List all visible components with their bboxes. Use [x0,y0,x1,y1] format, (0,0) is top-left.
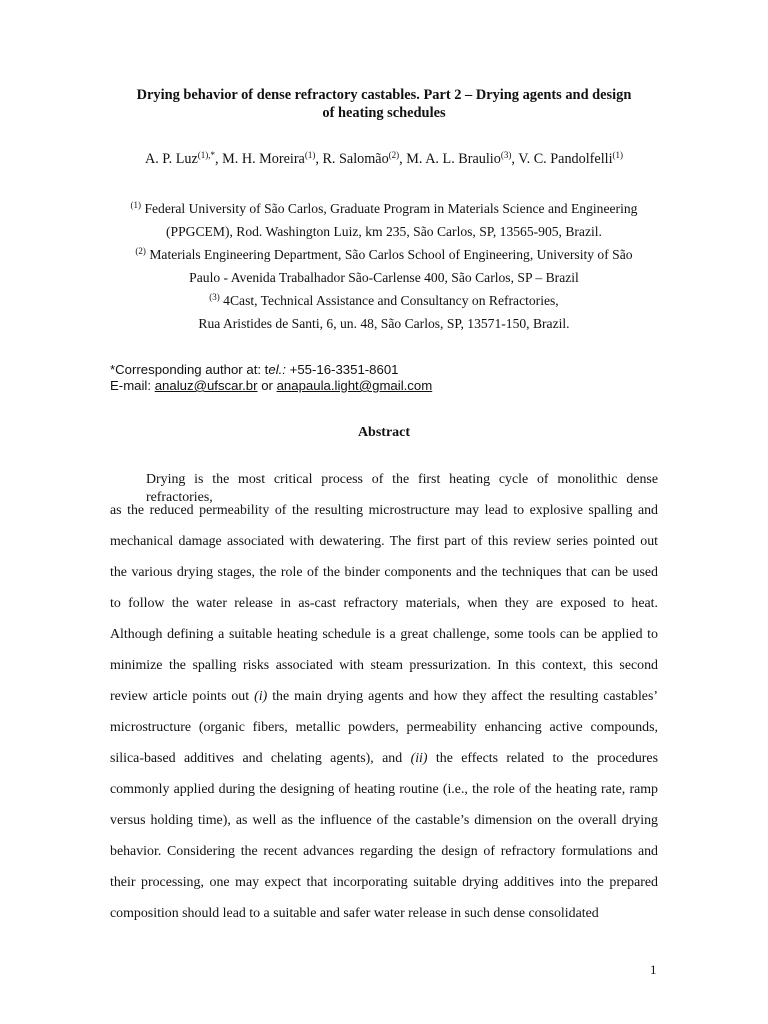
author-affiliation-marker: (1) [304,150,316,160]
abstract-line: Drying is the most critical process of the first heating cycle of monolithic dense refractories, [146,472,658,505]
affiliation-marker: (1) [130,200,142,210]
abstract-line: composition should lead to a suitable and safer water release in such dense consolidated [110,906,599,921]
affiliation-1-line-1: $^{(1)}$ Federal University of São Carlos, Graduate Program in Materials Science and Engineering [130,200,638,216]
affiliation-marker: (2) [135,246,146,256]
author-affiliation-marker: (2) [388,150,400,160]
affiliation-marker: (3) [209,292,220,302]
abstract-line: versus holding time), as well as the influence of the castable’s dimension on the overall drying [110,813,658,828]
author-name: M. A. L. Braulio [406,151,501,167]
abstract-line: review article points out (i) the main drying agents and how they affect the resulting castables’ [110,689,658,704]
author-affiliation-marker: (1) [612,150,624,160]
abstract-line: to follow the water release in as-cast refractory materials, when they are exposed to heat. [110,596,658,611]
phone-number: +55-16-3351-8601 [289,362,399,377]
author-affiliation-marker: (1),* [197,150,216,160]
abstract-line: minimize the spalling risks associated with steam pressurization. In this context, this second [110,658,658,673]
title-line-2: of heating schedules [322,105,446,121]
author-list: A. P. Luz$^{(1),*}$, M. H. Moreira$^{(1)}$, R. Salomão$^{(2)}$, M. A. L. Braulio$^{(3)}$, V. C. Pandolfelli$^{(1)}$ [144,150,624,167]
author-affiliation-marker: (3) [500,150,512,160]
email-link[interactable]: analuz@ufscar.br [154,378,258,393]
abstract-line: mechanical damage associated with dewatering. The first part of this review series pointed out [110,534,658,549]
abstract-line: commonly applied during the designing of heating routine (i.e., the role of the heating rate, ramp [110,782,658,797]
affiliation-3-line-1: $^{(3)}$ 4Cast, Technical Assistance and Consultancy on Refractories, [209,292,559,308]
email-link[interactable]: anapaula.light@gmail.com [276,378,433,393]
abstract-line: their processing, one may expect that incorporating suitable drying additives into the prepared [110,875,658,890]
title-line-1: Drying behavior of dense refractory castables. Part 2 – Drying agents and design [136,87,632,103]
abstract-line: microstructure (organic fibers, metallic powders, permeability enhancing active compounds, [110,720,658,735]
abstract-line: the various drying stages, the role of the binder components and the techniques that can be used [110,565,658,580]
abstract-line: silica-based additives and chelating agents), and (ii) the effects related to the procedures [110,751,658,766]
affiliation-2-line-1: $^{(2)}$ Materials Engineering Department, São Carlos School of Engineering, University of São [135,246,633,262]
author-name: M. H. Moreira [222,151,305,167]
abstract-line: as the reduced permeability of the resulting microstructure may lead to explosive spalling and [110,503,658,518]
corresponding-author: *Corresponding author at: tel.: +55-16-3351-8601 [110,362,399,377]
contact-emails: E-mail: analuz@ufscar.br or anapaula.light@gmail.com [110,378,433,393]
affiliation-2-line-2: Paulo - Avenida Trabalhador São-Carlense 400, São Carlos, SP – Brazil [189,270,579,285]
author-name: V. C. Pandolfelli [518,151,613,167]
abstract-line: Although defining a suitable heating schedule is a great challenge, some tools can be applied to [110,627,658,642]
abstract-line: behavior. Considering the recent advances regarding the design of refractory formulations and [110,844,658,859]
affiliation-3-line-2: Rua Aristides de Santi, 6, un. 48, São Carlos, SP, 13571-150, Brazil. [198,316,570,331]
author-name: R. Salomão [322,151,389,167]
affiliation-1-line-2: (PPGCEM), Rod. Washington Luiz, km 235, São Carlos, SP, 13565-905, Brazil. [166,224,602,239]
author-name: A. P. Luz [144,151,198,167]
page-number: 1 [650,962,657,977]
abstract-heading: Abstract [357,425,411,440]
